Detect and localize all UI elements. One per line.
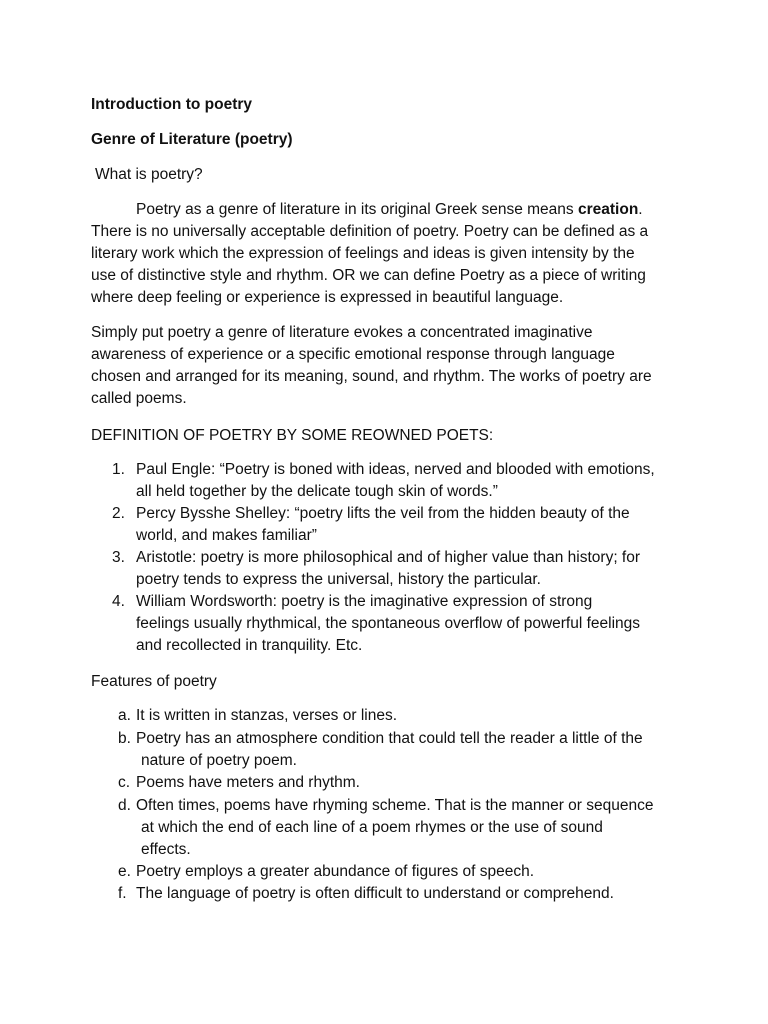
list-item-line: Poetry employs a greater abundance of figures of speech. bbox=[136, 863, 535, 880]
list-item-line: Paul Engle: “Poetry is boned with ideas, nerved and blooded with emotions, bbox=[136, 461, 655, 478]
list-marker: 1. bbox=[112, 461, 125, 478]
list-item-line: feelings usually rhythmical, the spontaneous overflow of powerful feelings bbox=[136, 615, 641, 632]
list-marker: c. bbox=[118, 774, 131, 791]
list-item-line: effects. bbox=[141, 841, 191, 858]
para1-period: . bbox=[638, 201, 643, 218]
list-item-line: poetry tends to express the universal, history the particular. bbox=[136, 571, 541, 588]
para1-line bbox=[136, 199, 643, 221]
definitions-heading: DEFINITION OF POETRY BY SOME REOWNED POETS: bbox=[91, 427, 494, 444]
list-marker: b. bbox=[118, 730, 131, 747]
list-item-line: at which the end of each line of a poem rhymes or the use of sound bbox=[141, 819, 603, 836]
para1-text: Poetry as a genre of literature in its original Greek sense means bbox=[136, 201, 578, 218]
list-item-line: and recollected in tranquility. Etc. bbox=[136, 637, 363, 654]
features-heading: Features of poetry bbox=[91, 673, 217, 690]
list-item-line: William Wordsworth: poetry is the imaginative expression of strong bbox=[136, 593, 593, 610]
list-item-line: The language of poetry is often difficult to understand or comprehend. bbox=[136, 885, 614, 902]
list-marker: d. bbox=[118, 797, 131, 814]
list-marker: 2. bbox=[112, 505, 125, 522]
para1-emphasis: creation bbox=[577, 201, 639, 218]
list-item-line: all held together by the delicate tough skin of words.” bbox=[136, 483, 498, 500]
para1-line: There is no universally acceptable definition of poetry. Poetry can be defined as a bbox=[91, 223, 649, 240]
list-item-line: nature of poetry poem. bbox=[141, 752, 297, 769]
para1-line: literary work which the expression of feelings and ideas is given intensity by the bbox=[91, 245, 635, 262]
para2-line: chosen and arranged for its meaning, sound, and rhythm. The works of poetry are bbox=[91, 368, 652, 385]
para2-line: called poems. bbox=[91, 390, 187, 407]
list-marker: a. bbox=[118, 707, 131, 724]
list-item-line: world, and makes familiar” bbox=[136, 527, 317, 544]
list-item-line: Often times, poems have rhyming scheme. That is the manner or sequence bbox=[136, 797, 654, 814]
list-marker: f. bbox=[118, 885, 127, 902]
para1-line: where deep feeling or experience is expressed in beautiful language. bbox=[91, 289, 564, 306]
section-question: What is poetry? bbox=[95, 166, 203, 183]
list-item-line: Percy Bysshe Shelley: “poetry lifts the veil from the hidden beauty of the bbox=[136, 505, 630, 522]
document-subtitle: Genre of Literature (poetry) bbox=[91, 131, 293, 148]
para1-line: use of distinctive style and rhythm. OR we can define Poetry as a piece of writing bbox=[91, 267, 646, 284]
list-item-line: It is written in stanzas, verses or lines. bbox=[136, 707, 398, 724]
document-title: Introduction to poetry bbox=[91, 96, 253, 113]
list-marker: e. bbox=[118, 863, 131, 880]
para2-line: Simply put poetry a genre of literature evokes a concentrated imaginative bbox=[91, 324, 593, 341]
list-item-line: Poetry has an atmosphere condition that could tell the reader a little of the bbox=[136, 730, 643, 747]
list-marker: 4. bbox=[112, 593, 125, 610]
list-marker: 3. bbox=[112, 549, 125, 566]
list-item-line: Poems have meters and rhythm. bbox=[136, 774, 360, 791]
list-item-line: Aristotle: poetry is more philosophical and of higher value than history; for bbox=[136, 549, 641, 566]
para2-line: awareness of experience or a specific emotional response through language bbox=[91, 346, 615, 363]
